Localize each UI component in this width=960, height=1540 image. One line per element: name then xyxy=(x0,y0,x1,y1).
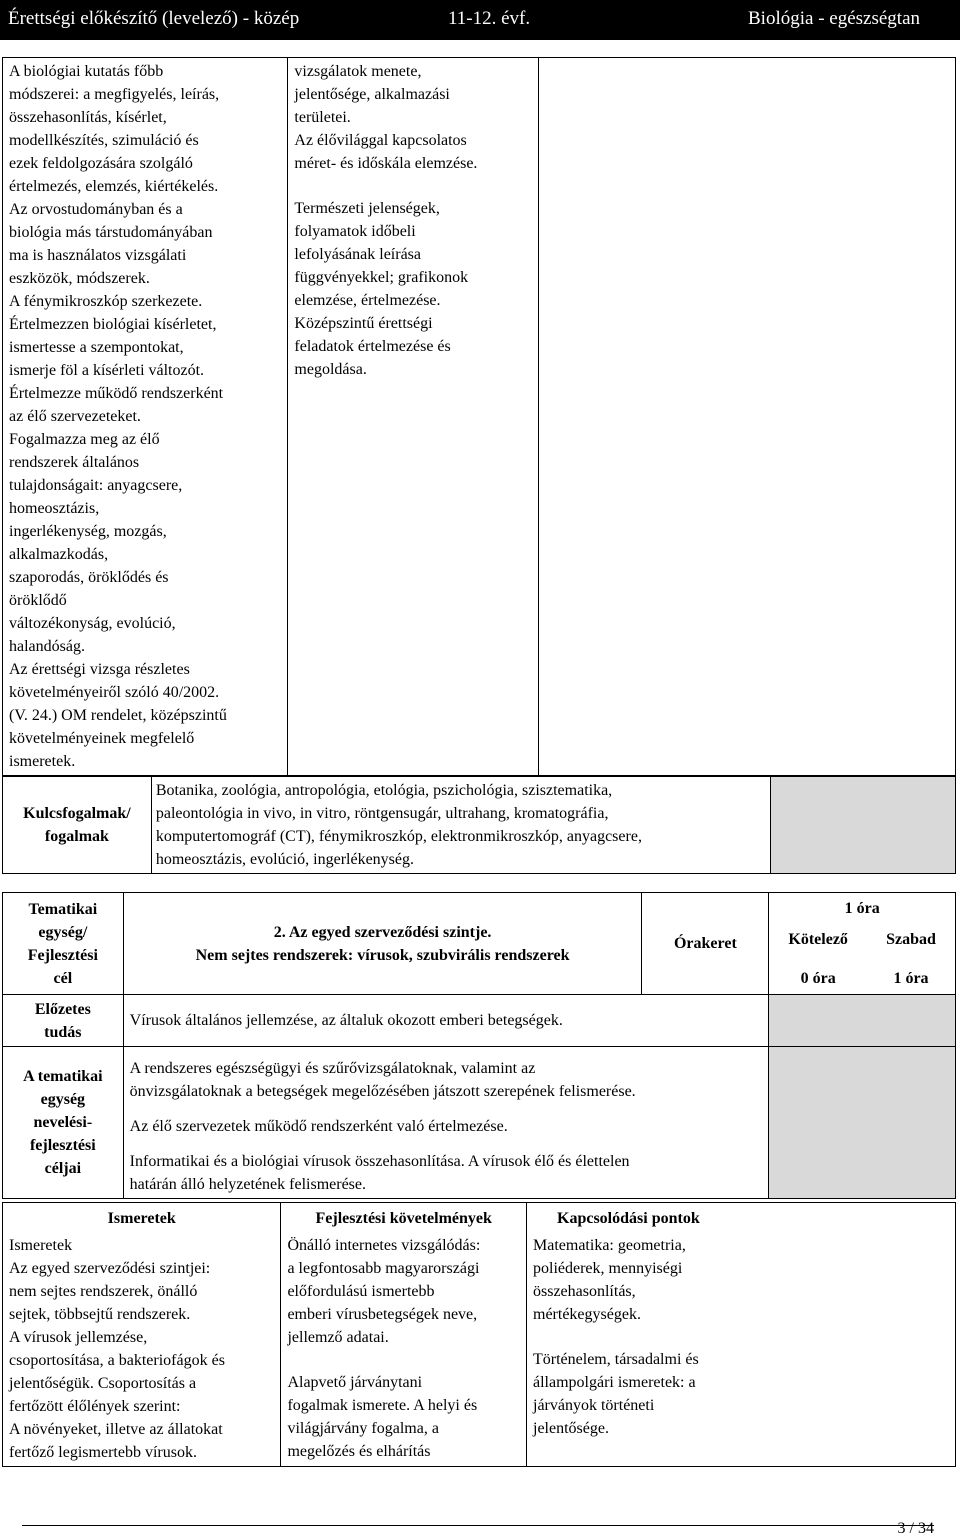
text-line: emberi vírusbetegségek neve, xyxy=(287,1306,478,1323)
text-line: feladatok értelmezése és xyxy=(294,338,451,355)
text-line: járványok történeti xyxy=(533,1397,655,1414)
text-line: nem sejtes rendszerek, önálló xyxy=(9,1283,198,1300)
text-line: méret- és időskála elemzése. xyxy=(294,155,478,172)
text-line: módszerei: a megfigyelés, leírás, xyxy=(9,86,220,103)
text-line: jelentősége. xyxy=(533,1420,609,1437)
text-line: ingerlékenység, mozgás, xyxy=(9,523,167,540)
text-line: Természeti jelenségek, xyxy=(294,200,440,217)
text-line: Botanika, zoológia, antropológia, etológia, pszichológia, szisztematika, xyxy=(155,782,613,799)
text-line: egység xyxy=(40,1091,86,1108)
header-subject: Biológia - egészségtan xyxy=(748,8,921,29)
links-cell xyxy=(527,1232,956,1467)
text-line: területei. xyxy=(294,109,351,126)
text-line: függvényekkel; grafikonok xyxy=(294,269,469,286)
text-line: A tematikai xyxy=(23,1068,103,1085)
text-line: halandóság. xyxy=(9,638,85,655)
text-line: (V. 24.) OM rendelet, középszintű xyxy=(9,707,227,724)
col-header-knowledge: Ismeretek xyxy=(3,1203,281,1233)
unit-title: 2. Az egyed szerveződési szintje. Nem sejtes rendszerek: vírusok, szubvirális rendszerek xyxy=(123,893,642,995)
goal-line: határán álló helyzetének felismerése. xyxy=(129,1176,366,1193)
text-line: ismertesse a szempontokat, xyxy=(9,339,184,356)
text-line: értelmezés, elemzés, kiértékelés. xyxy=(9,178,219,195)
prior-gray-cell xyxy=(769,995,956,1047)
header-course: Érettségi előkészítő (levelező) - közép xyxy=(8,8,300,29)
text-line: az élő szervezeteket. xyxy=(9,408,141,425)
keywords-label: Kulcsfogalmak/ fogalmak xyxy=(3,777,152,874)
text-line: követelményeiről szóló 40/2002. xyxy=(9,684,220,701)
free-label: Szabad xyxy=(886,931,936,948)
mandatory-label: Kötelező xyxy=(788,931,848,948)
unit-table xyxy=(2,892,956,1199)
text-line: modellkészítés, szimuláció és xyxy=(9,132,199,149)
text-line: Alapvető járványtani xyxy=(287,1374,423,1391)
text-line: biológia más társtudományában xyxy=(9,224,213,241)
competence-table xyxy=(2,57,956,776)
text-line: Ismeretek xyxy=(9,1237,73,1254)
text-line: mértékegységek. xyxy=(533,1306,641,1323)
orakeret-label: Órakeret xyxy=(642,893,769,995)
skills-lines xyxy=(294,197,532,381)
text-line: poliéderek, mennyiségi xyxy=(533,1260,683,1277)
knowledge-cell xyxy=(3,1232,281,1467)
text-line: világjárvány fogalma, a xyxy=(287,1420,439,1437)
footer-rule xyxy=(22,1525,934,1526)
text-line: egység/ xyxy=(38,923,88,941)
text-line: fejlesztési xyxy=(29,1137,96,1154)
requirements-lines xyxy=(9,60,281,773)
goal-paragraph xyxy=(130,1057,763,1103)
text-line: Az élővilággal kapcsolatos xyxy=(294,132,467,149)
keywords-text xyxy=(151,777,770,874)
text-line: A biológiai kutatás főbb xyxy=(9,63,164,80)
text-line: fertőzött élőlények szerint: xyxy=(9,1398,181,1415)
text-line: vizsgálatok menete, xyxy=(294,63,422,80)
text-line: Tematikai xyxy=(28,900,98,918)
text-line: Értelmezze működő rendszerként xyxy=(9,385,224,402)
text-line: Az egyed szerveződési szintjei: xyxy=(9,1260,211,1277)
goal-paragraph xyxy=(130,1115,763,1138)
total-hours: 1 óra xyxy=(844,900,880,917)
text-line: rendszerek általános xyxy=(9,454,140,471)
text-line: összehasonlítás, kísérlet, xyxy=(9,109,167,126)
methods-cell xyxy=(288,58,539,776)
text-line: A növényeket, illetve az állatokat xyxy=(9,1421,223,1438)
text-line: elemzése, értelmezése. xyxy=(294,292,441,309)
text-line: A fénymikroszkóp szerkezete. xyxy=(9,293,203,310)
text-line: Értelmezzen biológiai kísérletet, xyxy=(9,316,217,333)
text-line: öröklődő xyxy=(9,592,67,609)
text-line: homeosztázis, xyxy=(9,500,100,517)
free-hours: 1 óra xyxy=(893,970,929,987)
text-line: összehasonlítás, xyxy=(533,1283,636,1300)
goal-line: A rendszeres egészségügyi és szűrővizsgálatoknak, valamint az xyxy=(129,1060,536,1077)
text-line: cél xyxy=(53,969,73,987)
text-line: megoldása. xyxy=(294,361,367,378)
header-grade: 11-12. évf. xyxy=(448,8,531,29)
text-line: alkalmazkodás, xyxy=(9,546,109,563)
text-line: ezek feldolgozására szolgáló xyxy=(9,155,193,172)
text-line: Önálló internetes vizsgálódás: xyxy=(287,1237,481,1254)
text-line: tudás xyxy=(44,1023,82,1041)
goal-line: Informatikai és a biológiai vírusok összehasonlítása. A vírusok élő és élettelen xyxy=(129,1153,630,1170)
text-line: eszközök, módszerek. xyxy=(9,270,150,287)
goals-gray-cell xyxy=(769,1047,956,1199)
text-line: jelentőségük. Csoportosítás a xyxy=(9,1375,197,1392)
text-line: a legfontosabb magyarországi xyxy=(287,1260,480,1277)
text-line: Fejlesztési xyxy=(27,946,98,964)
page-header xyxy=(0,0,960,40)
text-line: nevelési- xyxy=(33,1114,93,1131)
methods-lines xyxy=(294,60,532,175)
text-line: céljai xyxy=(44,1160,82,1177)
goal-line: önvizsgálatoknak a betegségek megelőzésében játszott szerepének felismerése. xyxy=(129,1083,636,1100)
text-line: előfordulású ismertebb xyxy=(287,1283,435,1300)
text-line: lefolyásának leírása xyxy=(294,246,421,263)
content-table xyxy=(2,1202,956,1467)
goals-text xyxy=(123,1047,769,1199)
text-line: folyamatok időbeli xyxy=(294,223,416,240)
prior-label xyxy=(3,995,124,1047)
goal-line: Az élő szervezetek működő rendszerként való értelmezése. xyxy=(129,1118,508,1135)
text-line: állampolgári ismeretek: a xyxy=(533,1374,696,1391)
text-line: Történelem, társadalmi és xyxy=(533,1351,699,1368)
requirements-cell-bottom xyxy=(281,1232,527,1467)
mandatory-hours: 0 óra xyxy=(800,970,836,987)
col-header-requirements: Fejlesztési követelmények xyxy=(281,1203,527,1233)
text-line: Az orvostudományban és a xyxy=(9,201,183,218)
text-line: tulajdonságait: anyagcsere, xyxy=(9,477,183,494)
col-header-links: Kapcsolódási pontok xyxy=(527,1203,956,1233)
keywords-table xyxy=(2,776,956,874)
text-line: jelentősége, alkalmazási xyxy=(294,86,450,103)
text-line: jellemző adatai. xyxy=(287,1329,389,1346)
empty-cell xyxy=(539,58,956,776)
requirements-cell xyxy=(3,58,288,776)
text-line: fogalmak ismerete. A helyi és xyxy=(287,1397,478,1414)
text-line: Fogalmazza meg az élő xyxy=(9,431,160,448)
text-line: megelőzés és elhárítás xyxy=(287,1443,431,1460)
goals-label xyxy=(3,1047,124,1199)
text-line: Előzetes xyxy=(34,1000,91,1018)
unit-label xyxy=(3,893,124,995)
text-line: homeosztázis, evolúció, ingerlékenység. xyxy=(155,851,414,868)
keywords-gray-cell xyxy=(770,777,955,874)
text-line: szaporodás, öröklődés és xyxy=(9,569,169,586)
text-line: sejtek, többsejtű rendszerek. xyxy=(9,1306,191,1323)
text-line: Középszintű érettségi xyxy=(294,315,433,332)
text-line: fertőző legismertebb vírusok. xyxy=(9,1444,197,1461)
text-line: ma is használatos vizsgálati xyxy=(9,247,187,264)
text-line: Az érettségi vizsga részletes xyxy=(9,661,190,678)
text-line: követelményeinek megfelelő xyxy=(9,730,195,747)
text-line: ismerje föl a kísérleti változót. xyxy=(9,362,205,379)
text-line: ismeretek. xyxy=(9,753,76,770)
text-line: komputertomográf (CT), fénymikroszkóp, elektronmikroszkóp, anyagcsere, xyxy=(155,828,642,845)
prior-text: Vírusok általános jellemzése, az általuk okozott emberi betegségek. xyxy=(123,995,769,1047)
page-number: 3 / 34 xyxy=(897,1520,934,1537)
text-line: Matematika: geometria, xyxy=(533,1237,686,1254)
text-line: A vírusok jellemzése, xyxy=(9,1329,148,1346)
text-line: változékonyság, evolúció, xyxy=(9,615,176,632)
goal-paragraph xyxy=(130,1150,763,1196)
hours-cell xyxy=(769,893,956,995)
text-line: csoportosítása, a bakteriofágok és xyxy=(9,1352,225,1369)
text-line: paleontológia in vivo, in vitro, röntgensugár, ultrahang, kromatográfia, xyxy=(155,805,609,822)
